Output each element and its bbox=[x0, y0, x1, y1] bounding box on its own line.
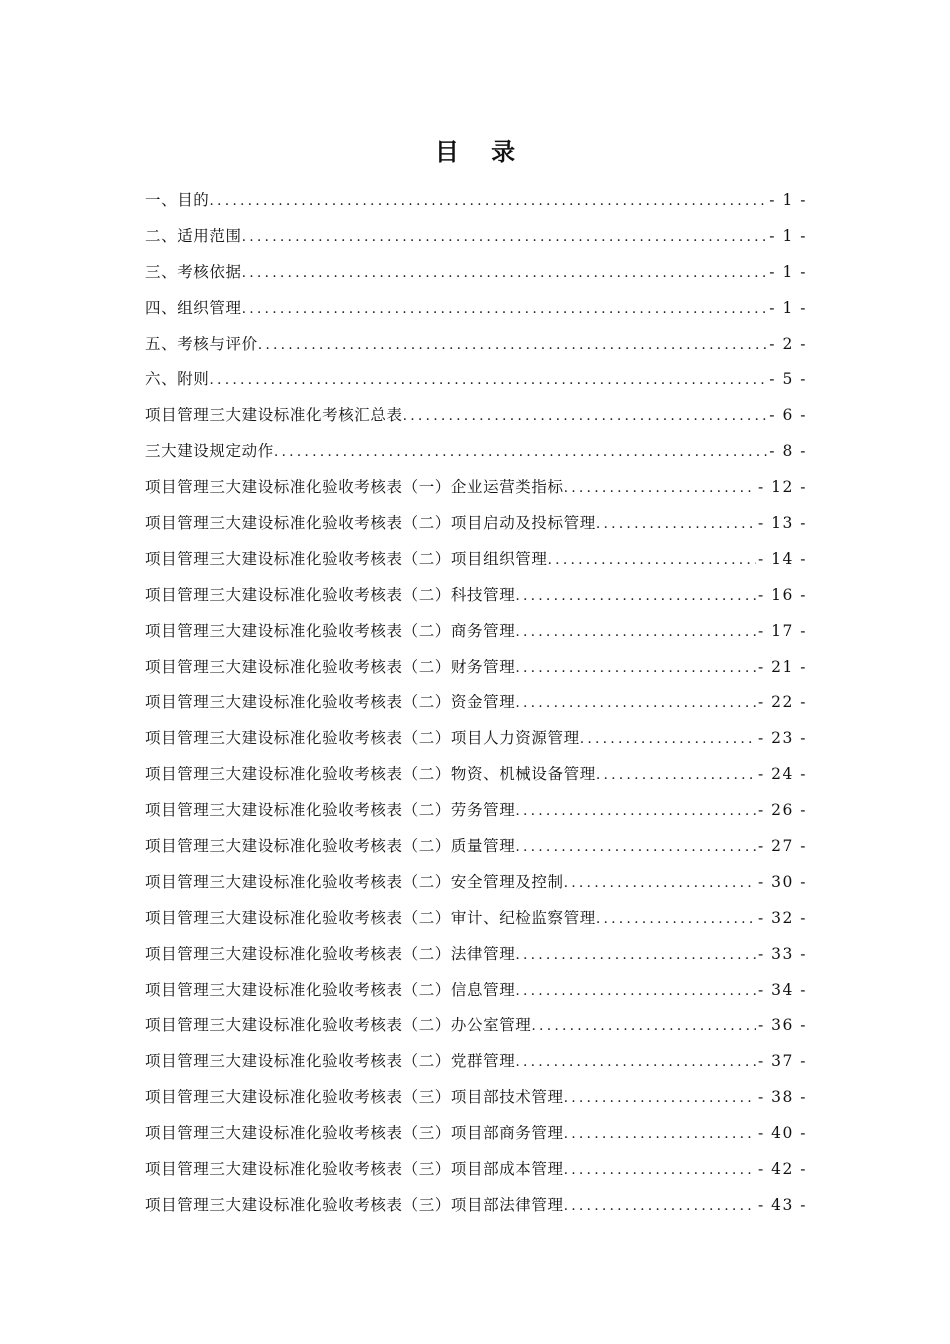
toc-entry[interactable] bbox=[145, 260, 807, 296]
toc-dot-leader bbox=[564, 1126, 756, 1142]
toc-entry-label: 项目管理三大建设标准化验收考核表（二）法律管理 bbox=[145, 944, 516, 963]
toc-entry-label: 项目管理三大建设标准化验收考核表（二）劳务管理 bbox=[145, 801, 516, 820]
toc-entry-label: 项目管理三大建设标准化验收考核表（三）项目部技术管理 bbox=[145, 1088, 564, 1107]
toc-dot-leader bbox=[515, 947, 756, 963]
toc-entry-page-number: - 30 - bbox=[757, 872, 807, 891]
toc-entry[interactable] bbox=[145, 296, 807, 332]
toc-entry-page-number: - 34 - bbox=[757, 980, 807, 999]
toc-entry-page-number: - 26 - bbox=[757, 801, 807, 820]
toc-dot-leader bbox=[564, 1162, 756, 1178]
toc-entry-page-number: - 8 - bbox=[769, 442, 807, 461]
toc-entry-page-number: - 6 - bbox=[769, 406, 807, 425]
toc-entry-label: 项目管理三大建设标准化验收考核表（二）党群管理 bbox=[145, 1052, 516, 1071]
toc-entry-page-number: - 32 - bbox=[757, 908, 807, 927]
toc-entry-label: 项目管理三大建设标准化验收考核表（二）质量管理 bbox=[145, 837, 516, 856]
toc-entry-label: 项目管理三大建设标准化验收考核表（三）项目部成本管理 bbox=[145, 1160, 564, 1179]
toc-entry-label: 二、适用范围 bbox=[145, 226, 242, 245]
toc-dot-leader bbox=[596, 911, 756, 927]
toc-entry-label: 五、考核与评价 bbox=[145, 334, 258, 353]
toc-entry[interactable] bbox=[145, 690, 807, 726]
toc-dot-leader bbox=[515, 983, 756, 999]
toc-entry-page-number: - 43 - bbox=[757, 1195, 807, 1214]
toc-entry-page-number: - 1 - bbox=[769, 298, 807, 317]
toc-dot-leader bbox=[242, 265, 768, 281]
toc-entry-label: 一、目的 bbox=[145, 191, 210, 209]
toc-entry-page-number: - 5 - bbox=[769, 370, 807, 389]
toc-entry-label: 项目管理三大建设标准化验收考核表（二）办公室管理 bbox=[145, 1016, 532, 1035]
toc-entry[interactable] bbox=[145, 1157, 807, 1193]
toc-dot-leader bbox=[515, 839, 756, 855]
toc-entry-label: 项目管理三大建设标准化验收考核表（二）财务管理 bbox=[145, 657, 516, 676]
toc-dot-leader bbox=[531, 1018, 756, 1034]
toc-entry[interactable] bbox=[145, 1085, 807, 1121]
toc-entry-label: 项目管理三大建设标准化验收考核表（三）项目部商务管理 bbox=[145, 1124, 564, 1143]
toc-entry-page-number: - 24 - bbox=[757, 765, 807, 784]
toc-entry[interactable] bbox=[145, 224, 807, 260]
toc-dot-leader bbox=[242, 301, 768, 317]
toc-dot-leader bbox=[548, 552, 756, 568]
toc-entry-page-number: - 14 - bbox=[757, 549, 807, 568]
toc-entry-label: 项目管理三大建设标准化验收考核表（三）项目部法律管理 bbox=[145, 1195, 564, 1214]
toc-entry-page-number: - 13 - bbox=[757, 514, 807, 533]
toc-entry-label: 项目管理三大建设标准化验收考核表（二）项目启动及投标管理 bbox=[145, 514, 596, 533]
toc-entry-label: 项目管理三大建设标准化验收考核表（二）项目人力资源管理 bbox=[145, 729, 580, 748]
toc-entry-page-number: - 37 - bbox=[757, 1052, 807, 1071]
toc-entry-label: 项目管理三大建设标准化验收考核表（二）审计、纪检监察管理 bbox=[145, 908, 596, 927]
toc-entry-label: 四、组织管理 bbox=[145, 298, 242, 317]
toc-entry-label: 项目管理三大建设标准化验收考核表（二）资金管理 bbox=[145, 693, 516, 712]
toc-entry-page-number: - 33 - bbox=[757, 944, 807, 963]
toc-dot-leader bbox=[564, 875, 756, 891]
toc-entry-label: 项目管理三大建设标准化验收考核表（二）信息管理 bbox=[145, 980, 516, 999]
toc-entry[interactable] bbox=[145, 655, 807, 691]
toc-entry-page-number: - 21 - bbox=[757, 657, 807, 676]
toc-dot-leader bbox=[515, 624, 756, 640]
toc-entry-label: 三大建设规定动作 bbox=[145, 442, 274, 461]
toc-entry-page-number: - 23 - bbox=[757, 729, 807, 748]
toc-entry-label: 项目管理三大建设标准化验收考核表（二）项目组织管理 bbox=[145, 549, 548, 568]
toc-dot-leader bbox=[515, 660, 756, 676]
toc-entry[interactable] bbox=[145, 834, 807, 870]
toc-entry[interactable] bbox=[145, 978, 807, 1014]
toc-dot-leader bbox=[596, 516, 756, 532]
toc-entry-page-number: - 1 - bbox=[769, 191, 807, 209]
toc-list bbox=[145, 188, 807, 1229]
toc-entry[interactable] bbox=[145, 403, 807, 439]
toc-entry[interactable] bbox=[145, 1193, 807, 1229]
toc-entry-label: 项目管理三大建设标准化验收考核表（一）企业运营类指标 bbox=[145, 478, 564, 497]
toc-entry[interactable] bbox=[145, 762, 807, 798]
toc-dot-leader bbox=[242, 229, 768, 245]
toc-entry[interactable] bbox=[145, 619, 807, 655]
toc-dot-leader bbox=[274, 444, 767, 460]
toc-entry[interactable] bbox=[145, 1013, 807, 1049]
toc-entry[interactable] bbox=[145, 332, 807, 368]
toc-entry[interactable] bbox=[145, 1121, 807, 1157]
toc-entry-page-number: - 1 - bbox=[769, 262, 807, 281]
toc-entry[interactable] bbox=[145, 511, 807, 547]
toc-entry-page-number: - 38 - bbox=[757, 1088, 807, 1107]
toc-entry-label: 项目管理三大建设标准化验收考核表（二）物资、机械设备管理 bbox=[145, 765, 596, 784]
toc-entry-page-number: - 42 - bbox=[757, 1160, 807, 1179]
toc-dot-leader bbox=[564, 1198, 756, 1214]
toc-dot-leader bbox=[564, 480, 756, 496]
toc-entry-page-number: - 2 - bbox=[769, 334, 807, 353]
toc-entry-label: 项目管理三大建设标准化考核汇总表 bbox=[145, 406, 403, 425]
toc-entry-page-number: - 36 - bbox=[757, 1016, 807, 1035]
toc-dot-leader bbox=[515, 803, 756, 819]
toc-dot-leader bbox=[258, 337, 768, 353]
toc-entry-page-number: - 22 - bbox=[757, 693, 807, 712]
toc-dot-leader bbox=[515, 1054, 756, 1070]
toc-entry[interactable] bbox=[145, 583, 807, 619]
toc-entry[interactable] bbox=[145, 942, 807, 978]
toc-entry-label: 项目管理三大建设标准化验收考核表（二）科技管理 bbox=[145, 585, 516, 604]
toc-entry[interactable] bbox=[145, 726, 807, 762]
toc-entry-page-number: - 1 - bbox=[769, 226, 807, 245]
toc-entry-page-number: - 40 - bbox=[757, 1124, 807, 1143]
toc-title: 目 录 bbox=[434, 137, 528, 166]
toc-entry[interactable] bbox=[145, 798, 807, 834]
toc-entry-page-number: - 16 - bbox=[757, 585, 807, 604]
toc-entry[interactable] bbox=[145, 439, 807, 475]
toc-entry-label: 六、附则 bbox=[145, 370, 210, 389]
toc-entry-label: 项目管理三大建设标准化验收考核表（二）商务管理 bbox=[145, 621, 516, 640]
toc-dot-leader bbox=[564, 1090, 756, 1106]
toc-entry[interactable] bbox=[145, 906, 807, 942]
toc-entry[interactable] bbox=[145, 1049, 807, 1085]
toc-entry-label: 三、考核依据 bbox=[145, 262, 242, 281]
toc-entry[interactable] bbox=[145, 188, 807, 224]
toc-entry-label: 项目管理三大建设标准化验收考核表（二）安全管理及控制 bbox=[145, 872, 564, 891]
toc-dot-leader bbox=[515, 695, 756, 711]
toc-entry[interactable] bbox=[145, 870, 807, 906]
toc-dot-leader bbox=[403, 408, 768, 424]
toc-entry-page-number: - 17 - bbox=[757, 621, 807, 640]
toc-entry-page-number: - 12 - bbox=[757, 478, 807, 497]
toc-entry-page-number: - 27 - bbox=[757, 837, 807, 856]
toc-dot-leader bbox=[515, 588, 756, 604]
toc-entry[interactable] bbox=[145, 475, 807, 511]
toc-dot-leader bbox=[209, 372, 767, 388]
toc-entry[interactable] bbox=[145, 367, 807, 403]
toc-dot-leader bbox=[580, 731, 756, 747]
toc-entry[interactable] bbox=[145, 547, 807, 583]
toc-dot-leader bbox=[209, 193, 767, 209]
toc-dot-leader bbox=[596, 767, 756, 783]
